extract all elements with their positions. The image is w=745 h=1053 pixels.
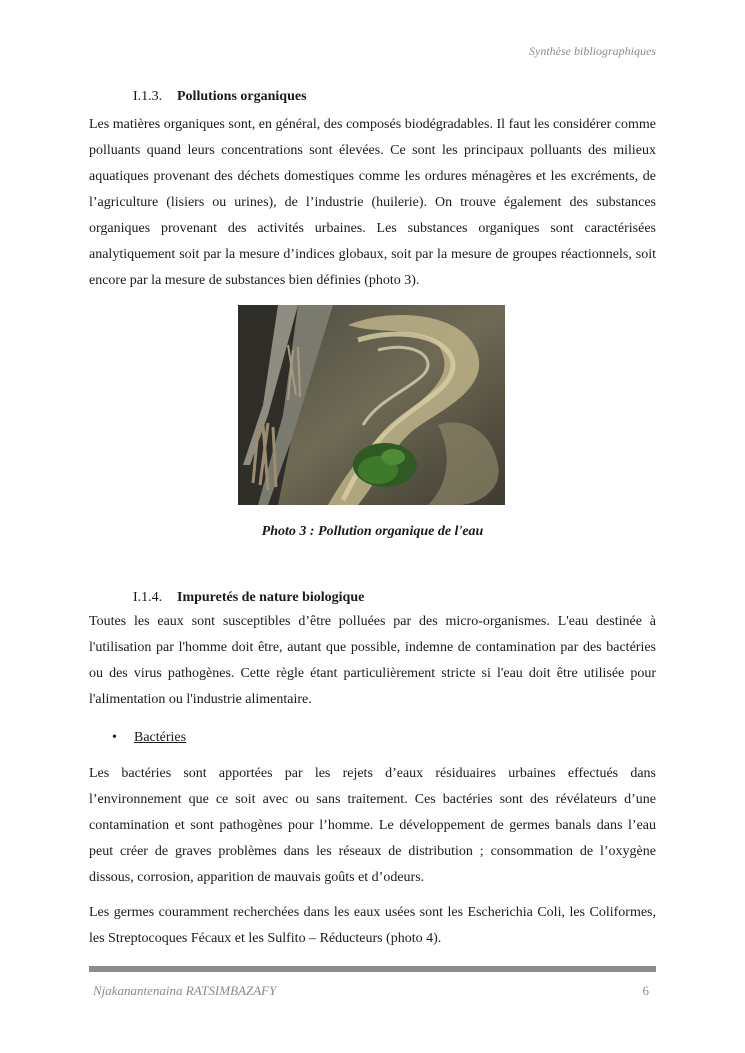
bullet-label: Bactéries — [134, 730, 187, 745]
section-heading-pollutions — [133, 89, 307, 105]
bullet-item-bacteria — [112, 730, 186, 746]
section-number: I.1.4. — [133, 590, 163, 605]
section-title: Impuretés de nature biologique — [177, 590, 365, 605]
page-number: 6 — [642, 983, 649, 998]
footer-author: Njakanantenaina RATSIMBAZAFY — [93, 983, 277, 998]
paragraph-bacteria: Les bactéries sont apportées par les rejets d’eaux résiduaires urbaines effectués dans l’environnement que ce soit avec ou sans traitement. Ces bactéries sont des révélateurs d’une contamination et sont pathogènes pour l’homme. Le développement de germes banals dans l’eau peut créer de graves problèmes dans les réseaux de distribution ; consommation de l’oxygène dissous, corrosion, apparition de mauvais goûts et d’odeurs. — [89, 766, 656, 885]
section-heading-biological — [133, 590, 364, 606]
footer-divider — [89, 966, 656, 972]
bullet-symbol: • — [112, 730, 117, 745]
paragraph-biological-impurities: Toutes les eaux sont susceptibles d’être polluées par des micro-organismes. L'eau destinée à l'utilisation par l'homme doit être, autant que possible, indemne de contamination par des bactéries ou des virus pathogènes. Cette règle étant particulièrement stricte si l'eau doit être utilisée pour l'alimentation ou l'industrie alimentaire. — [89, 614, 656, 707]
section-number: I.1.3. — [133, 89, 163, 104]
running-header: Synthèse bibliographiques — [529, 44, 656, 58]
section-title: Pollutions organiques — [177, 89, 307, 104]
organic-pollution-photo — [238, 305, 505, 505]
paragraph-organic-pollution: Les matières organiques sont, en général, des composés biodégradables. Il faut les considérer comme polluants quand leurs concentrations sont élevées. Ce sont les principaux polluants des milieux aquatiques provenant des déchets domestiques comme les ordures ménagères et les excréments, de l’agriculture (lisiers ou urines), de l’industrie (huilerie). On trouve également des substances organiques provenant des activités urbaines. Les substances organiques sont caractérisées analytiquement soit par la mesure d’indices globaux, soit par la mesure de groupes réactionnels, soit encore par la mesure de substances bien définies (photo 3). — [89, 117, 656, 288]
photo-caption: Photo 3 : Pollution organique de l'eau — [261, 524, 484, 539]
paragraph-germs: Les germes couramment recherchées dans les eaux usées sont les Escherichia Coli, les Coliformes, les Streptocoques Fécaux et les Sulfito – Réducteurs (photo 4). — [89, 905, 656, 946]
